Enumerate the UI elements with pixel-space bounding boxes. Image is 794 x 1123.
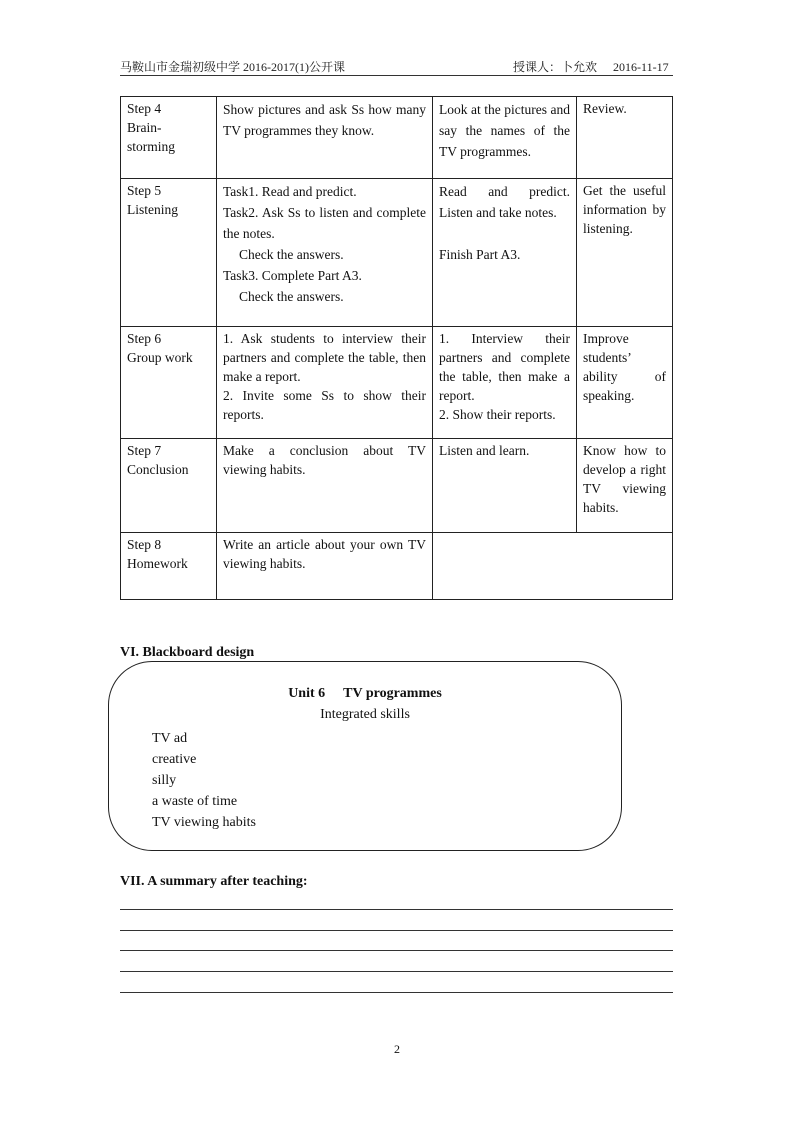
blackboard-vocab-list [152,728,256,833]
writing-line [120,930,673,931]
step-line: Step 5 [127,183,162,198]
blackboard-unit: Unit 6 [288,686,326,701]
student-activity-text: Finish Part A3. [439,247,521,262]
blackboard-title [109,686,621,702]
student-activity-cell [433,439,577,533]
purpose-text: Improve students’ ability of speaking. [583,331,666,403]
step-line: Homework [127,556,188,571]
blackboard-box [108,661,622,851]
summary-heading: VII. A summary after teaching: [120,874,308,889]
step-line: Step 6 [127,331,162,346]
step-line: Group work [127,350,193,365]
step-cell [121,439,217,533]
teacher-activity-cell [217,327,433,439]
student-activity-spacer [439,223,570,244]
table-row [121,97,673,179]
lesson-steps-table [120,96,673,600]
student-activity-cell [433,179,577,327]
step-cell [121,97,217,179]
header-teacher: 授课人：卜允欢 [513,60,598,74]
teacher-activity-text: Make a conclusion about TV viewing habits. [223,443,426,477]
list-item: TV ad [152,731,188,746]
step-line: Step 8 [127,537,162,552]
blackboard-heading: VI. Blackboard design [120,645,255,660]
table-row [121,327,673,439]
teacher-activity-text: Task3. Complete Part A3. [223,268,362,283]
table-row [121,439,673,533]
list-item: TV viewing habits [152,815,256,830]
header-school-course: 马鞍山市金瑞初级中学 2016-2017(1)公开课 [120,60,345,74]
teacher-activity-text: Check the answers. [239,247,344,262]
purpose-cell [577,439,673,533]
page-number: 2 [394,1042,400,1056]
teacher-activity-cell [217,179,433,327]
teacher-activity-cell [217,97,433,179]
student-activity-text: Read and predict. Listen and take notes. [439,184,570,220]
table-row [121,533,673,600]
header-teacher-date [513,58,669,75]
teacher-activity-text: Task2. Ask Ss to listen and complete the notes. [223,205,426,241]
student-activity-text: Look at the pictures and say the names of the TV programmes. [439,102,570,159]
student-activity-text: 2. Show their reports. [439,407,556,422]
list-item: silly [152,773,177,788]
step-line: storming [127,139,176,154]
purpose-cell [577,327,673,439]
step-line: Brain- [127,120,162,135]
writing-line [120,909,673,910]
blackboard-topic: TV programmes [343,686,442,701]
purpose-text: Know how to develop a right TV viewing habits. [583,443,666,515]
purpose-cell [577,97,673,179]
list-item: a waste of time [152,794,238,809]
student-activity-text: 1. Interview their partners and complete the table, then make a report. [439,331,570,403]
table-row [121,179,673,327]
writing-line [120,971,673,972]
step-line: Step 4 [127,101,162,116]
student-activity-text: Listen and learn. [439,443,530,458]
teacher-activity-text: 2. Invite some Ss to show their reports. [223,388,426,422]
step-cell [121,533,217,600]
purpose-text: Review. [583,101,627,116]
writing-line [120,950,673,951]
student-activity-cell [433,97,577,179]
teacher-activity-text: Task1. Read and predict. [223,184,357,199]
header-divider [120,75,673,76]
teacher-activity-text: Show pictures and ask Ss how many TV programmes they know. [223,102,426,138]
list-item: creative [152,752,197,767]
header-date: 2016-11-17 [613,60,669,74]
purpose-text: Get the useful information by listening. [583,183,666,236]
teacher-activity-text: 1. Ask students to interview their partners and complete the table, then make a report. [223,331,426,384]
step-line: Step 7 [127,443,162,458]
teacher-activity-text: Write an article about your own TV viewing habits. [223,537,426,571]
writing-line [120,992,673,993]
blackboard-subtitle: Integrated skills [320,707,410,722]
step-line: Listening [127,202,178,217]
teacher-activity-text: Check the answers. [239,289,344,304]
empty-merged-cell [433,533,673,600]
student-activity-cell [433,327,577,439]
purpose-cell [577,179,673,327]
step-line: Conclusion [127,462,189,477]
step-cell [121,327,217,439]
teacher-activity-cell [217,439,433,533]
teacher-activity-cell [217,533,433,600]
step-cell [121,179,217,327]
